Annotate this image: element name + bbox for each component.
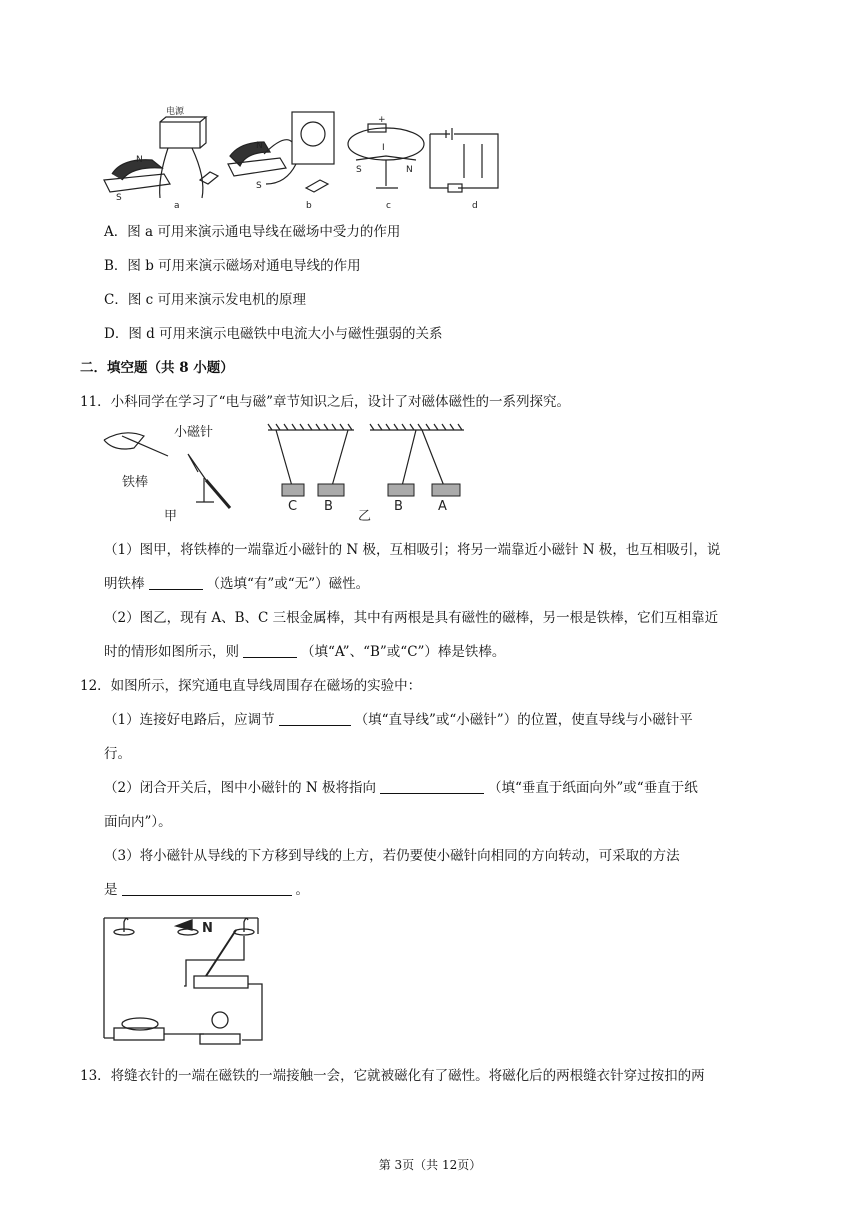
fig-b-label: b [306,201,312,211]
q11-p2-line1: （2）图乙，现有 A、B、C 三根金属棒，其中有两根是具有磁性的磁棒，另一根是铁棒，它们互相靠近 [104,610,719,626]
fig-d-label: d [472,201,478,211]
a-N-label: N [136,155,143,165]
needle-label: 小磁针 [174,425,214,440]
fig-c-label: c [386,201,391,211]
q12-p3-text-a: 是 [104,882,118,898]
q11-p2-line2 [104,642,505,662]
q11-p1-answer-blank[interactable] [149,575,203,590]
q10-option-b: B．图 b 可用来演示磁场对通电导线的作用 [104,258,361,274]
rod-C-label: C [288,499,298,514]
jia-label: 甲 [164,509,178,524]
q11-p2-text-b: （填“A”、“B”或“C”）棒是铁棒。 [301,644,506,660]
rod-B1-label: B [324,499,333,514]
q12-p2-text-a: （2）闭合开关后，图中小磁针的 N 极将指向 [104,780,376,796]
q11-p1-text-b: （选填“有”或“无”）磁性。 [206,576,370,592]
q11-p2-answer-blank[interactable] [243,643,297,658]
q12-stem: 12．如图所示，探究通电直导线周围存在磁场的实验中： [80,678,422,694]
rod-B2-label: B [394,499,403,514]
q12-p3-line2 [104,880,309,900]
q12-p1-answer-blank[interactable] [279,711,351,726]
yi-label: 乙 [358,509,372,524]
q10-figures [96,104,516,212]
q12-p2-line2: 面向内”）。 [104,814,172,830]
a-S-label: S [116,193,122,203]
q12-p2-line1 [104,778,698,798]
q11-p1-line2 [104,574,369,594]
q10-option-a: A．图 a 可用来演示通电导线在磁场中受力的作用 [104,224,401,240]
q11-p2-text-a: 时的情形如图所示，则 [104,644,239,660]
q12-p2-answer-blank[interactable] [380,779,484,794]
q10-option-d: D．图 d 可用来演示电磁铁中电流大小与磁性强弱的关系 [104,326,443,342]
q12-p1-text-b: （填“直导线”或“小磁针”）的位置，使直导线与小磁针平 [354,712,693,728]
b-S-label: S [256,181,262,191]
q12-p3-answer-blank[interactable] [122,881,292,896]
rod-label: 铁棒 [122,475,149,490]
fig-a-label: a [174,201,180,211]
b-N-label: N [256,141,263,151]
q12-circuit-figure [98,910,264,1056]
circuit-N-label: N [202,921,213,936]
c-S-label: S [356,165,362,175]
c-plus-label: + [378,115,386,125]
q11-p1-line1: （1）图甲，将铁棒的一端靠近小磁针的 N 极，互相吸引；将另一端靠近小磁针 N 极，也互相吸引，说 [104,542,721,558]
q10-option-c: C．图 c 可用来演示发电机的原理 [104,292,306,308]
section-title: 二．填空题（共 8 小题） [80,360,234,376]
q12-p3-text-b: 。 [295,882,309,898]
q11-p1-text-a: 明铁棒 [104,576,145,592]
q12-p2-text-b: （填“垂直于纸面向外”或“垂直于纸 [487,780,698,796]
q11-figures [96,420,476,526]
q12-p1-line1 [104,710,693,730]
c-N-label: N [406,165,413,175]
q13-stem: 13．将缝衣针的一端在磁铁的一端接触一会，它就被磁化有了磁性。将磁化后的两根缝衣针穿过按扣的两 [80,1068,705,1084]
power-label: 电源 [166,107,185,117]
q12-p1-text-a: （1）连接好电路后，应调节 [104,712,275,728]
page-footer: 第 3页（共 12页） [378,1158,482,1172]
q11-stem: 11．小科同学在学习了“电与磁”章节知识之后，设计了对磁体磁性的一系列探究。 [80,394,570,410]
q12-p1-line2: 行。 [104,746,131,762]
c-I-label: I [382,143,385,153]
rod-A-label: A [438,499,447,514]
q12-p3-line1: （3）将小磁针从导线的下方移到导线的上方，若仍要使小磁针向相同的方向转动，可采取的方法 [104,848,680,864]
